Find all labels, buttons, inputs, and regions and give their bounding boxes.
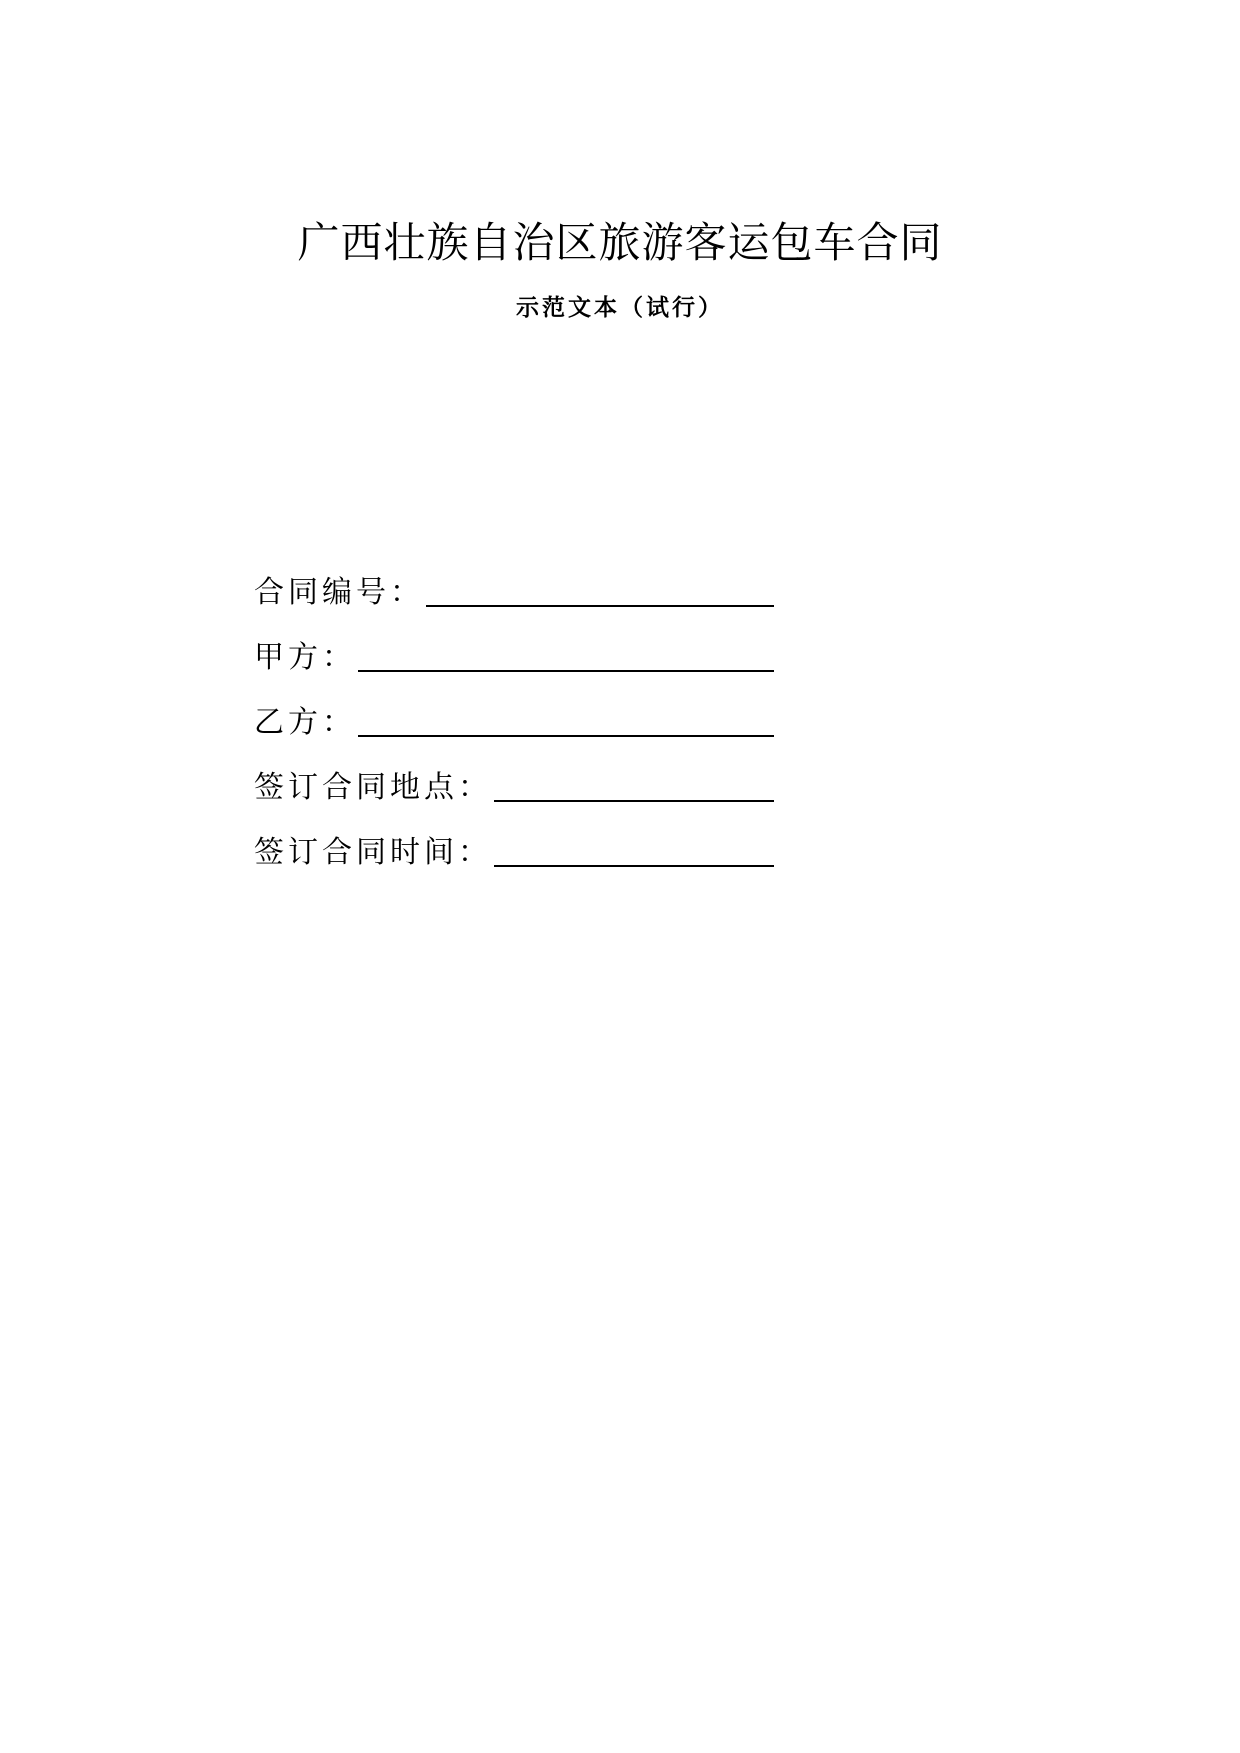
field-signing-place [254, 743, 774, 808]
field-label: 签订合同地点： [254, 770, 492, 805]
signing-time-blank[interactable] [494, 835, 774, 867]
field-signing-time [254, 808, 774, 873]
field-label: 乙方： [254, 705, 356, 740]
contract-number-blank[interactable] [426, 575, 774, 607]
field-label: 签订合同时间： [254, 835, 492, 870]
document-title: 广西壮族自治区旅游客运包车合同 [297, 218, 943, 267]
party-a-blank[interactable] [358, 640, 774, 672]
party-b-blank[interactable] [358, 705, 774, 737]
field-party-a [254, 613, 774, 678]
field-party-b [254, 678, 774, 743]
signing-place-blank[interactable] [494, 770, 774, 802]
field-label: 甲方： [254, 640, 356, 675]
field-contract-number [254, 548, 774, 613]
field-label: 合同编号： [254, 575, 424, 610]
contract-info-fields [254, 548, 774, 873]
document-subtitle: 示范文本（试行） [516, 294, 724, 321]
